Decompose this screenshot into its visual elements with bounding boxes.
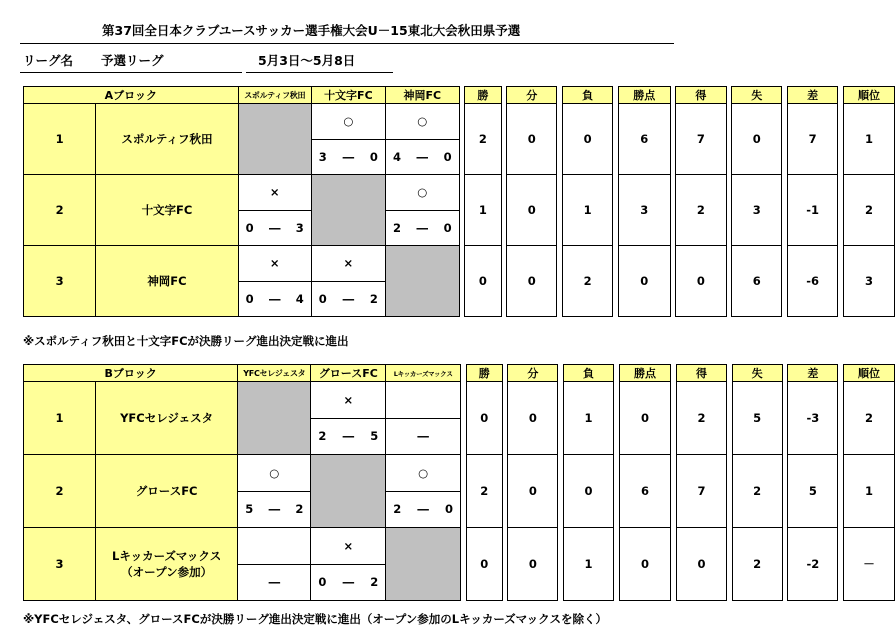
stat-value: 0 [507, 246, 557, 317]
stat-value: 3 [732, 175, 782, 246]
self-match-cell [386, 528, 461, 601]
stat-header: 分 [508, 365, 558, 382]
stat-value: 0 [619, 528, 671, 601]
opponent-header: 十文字FC [311, 87, 385, 104]
result-mark: × [311, 246, 385, 282]
stat-header: 勝点 [619, 365, 671, 382]
score-cell: 0 ― 4 [238, 281, 311, 317]
rank-value: － [844, 528, 895, 601]
stat-value: 0 [564, 455, 614, 528]
stat-value: 0 [508, 455, 558, 528]
team-name: Lキッカーズマックス （オープン参加） [96, 528, 238, 601]
stat-value: 1 [564, 528, 614, 601]
stat-header: 差 [788, 365, 838, 382]
stat-value: -6 [787, 246, 837, 317]
self-match-cell [238, 104, 311, 175]
score-cell: 3 ― 0 [311, 139, 385, 175]
result-mark [238, 528, 311, 565]
title-underline [20, 43, 674, 44]
league-underline [20, 72, 242, 73]
score-cell: ― [238, 564, 311, 601]
stat-value: 2 [677, 382, 727, 455]
stat-value: 2 [465, 104, 501, 175]
result-mark [386, 382, 461, 419]
stat-value: 1 [562, 175, 612, 246]
page-title: 第37回全日本クラブユースサッカー選手権大会U－15東北大会秋田県予選 [102, 23, 521, 38]
stat-value: 0 [507, 175, 557, 246]
stat-value: 2 [562, 246, 612, 317]
stat-value: 2 [732, 528, 782, 601]
block-a-table [23, 86, 895, 317]
stat-value: 0 [732, 104, 782, 175]
row-number: 3 [24, 528, 96, 601]
rank-value: 1 [844, 455, 895, 528]
stat-value: 1 [465, 175, 501, 246]
result-mark: ○ [386, 455, 461, 492]
stat-value: 7 [676, 104, 726, 175]
block-name: Aブロック [24, 87, 239, 104]
stat-header: 失 [732, 365, 782, 382]
result-mark: × [238, 246, 311, 282]
stat-value: 0 [619, 382, 671, 455]
stat-value: 0 [465, 246, 501, 317]
stat-value: 0 [618, 246, 670, 317]
stat-header: 順位 [844, 365, 895, 382]
team-name: YFCセレジェスタ [96, 382, 238, 455]
self-match-cell [311, 455, 386, 528]
league-name: 予選リーグ [101, 53, 164, 68]
stat-value: 0 [466, 382, 502, 455]
score-cell: 5 ― 2 [238, 491, 311, 528]
stat-value: -2 [788, 528, 838, 601]
team-name: 十文字FC [96, 175, 238, 246]
result-mark: × [311, 528, 386, 565]
result-mark: ○ [238, 455, 311, 492]
stat-value: 0 [676, 246, 726, 317]
self-match-cell [238, 382, 311, 455]
score-cell: 2 ― 0 [385, 210, 459, 246]
stat-value: 0 [508, 528, 558, 601]
stat-value: 2 [676, 175, 726, 246]
rank-value: 2 [844, 382, 895, 455]
table-row [24, 455, 895, 492]
team-name: 神岡FC [96, 246, 238, 317]
stat-header: 勝 [466, 365, 502, 382]
opponent-header: 神岡FC [385, 87, 459, 104]
stat-value: 0 [562, 104, 612, 175]
opponent-header: グロースFC [311, 365, 386, 382]
score-cell: 2 ― 0 [386, 491, 461, 528]
block-b-note: ※YFCセレジェスタ、グロースFCが決勝リーグ進出決定戦に進出（オープン参加のLキッカーズマックスを除く） [23, 612, 607, 626]
row-number: 1 [24, 382, 96, 455]
result-mark: × [238, 175, 311, 211]
stat-value: -1 [787, 175, 837, 246]
team-name: グロースFC [96, 455, 238, 528]
stat-value: 0 [466, 528, 502, 601]
row-number: 1 [24, 104, 96, 175]
stat-value: 7 [677, 455, 727, 528]
team-name: スポルティフ秋田 [96, 104, 238, 175]
block-name: Bブロック [24, 365, 238, 382]
score-cell: 0 ― 2 [311, 564, 386, 601]
result-mark: ○ [385, 104, 459, 140]
opponent-header: Lキッカーズマックス [386, 365, 461, 382]
score-cell: 2 ― 5 [311, 418, 386, 455]
stat-header: 得 [677, 365, 727, 382]
stat-value: -3 [788, 382, 838, 455]
result-mark: ○ [311, 104, 385, 140]
stat-value: 1 [564, 382, 614, 455]
table-row [24, 528, 895, 565]
rank-value: 2 [843, 175, 894, 246]
stat-header: 失 [732, 87, 782, 104]
row-number: 2 [24, 455, 96, 528]
table-row [24, 246, 895, 282]
dates-underline [246, 72, 393, 73]
self-match-cell [311, 175, 385, 246]
stat-value: 2 [466, 455, 502, 528]
row-number: 3 [24, 246, 96, 317]
score-cell: 0 ― 2 [311, 281, 385, 317]
stat-header: 分 [507, 87, 557, 104]
stat-header: 勝点 [618, 87, 670, 104]
league-dates: 5月3日～5月8日 [258, 53, 356, 68]
stat-header: 順位 [843, 87, 894, 104]
score-cell: ― [386, 418, 461, 455]
score-cell: 0 ― 3 [238, 210, 311, 246]
stat-value: 5 [788, 455, 838, 528]
rank-value: 1 [843, 104, 894, 175]
stat-value: 0 [677, 528, 727, 601]
stat-value: 2 [732, 455, 782, 528]
table-row [24, 382, 895, 419]
stat-value: 6 [619, 455, 671, 528]
rank-value: 3 [843, 246, 894, 317]
stat-header: 差 [787, 87, 837, 104]
result-mark: × [311, 382, 386, 419]
table-row [24, 104, 895, 140]
stat-value: 6 [732, 246, 782, 317]
stat-header: 負 [562, 87, 612, 104]
score-cell: 4 ― 0 [385, 139, 459, 175]
stat-value: 7 [787, 104, 837, 175]
stat-header: 負 [564, 365, 614, 382]
stat-header: 得 [676, 87, 726, 104]
stat-header: 勝 [465, 87, 501, 104]
result-mark: ○ [385, 175, 459, 211]
stat-value: 5 [732, 382, 782, 455]
opponent-header: スポルティフ秋田 [238, 87, 311, 104]
opponent-header: YFCセレジェスタ [238, 365, 311, 382]
league-label: リーグ名 [23, 53, 74, 68]
stat-value: 0 [507, 104, 557, 175]
table-row [24, 175, 895, 211]
stat-value: 6 [618, 104, 670, 175]
stat-value: 0 [508, 382, 558, 455]
block-a-note: ※スポルティフ秋田と十文字FCが決勝リーグ進出決定戦に進出 [23, 334, 349, 348]
row-number: 2 [24, 175, 96, 246]
stat-value: 3 [618, 175, 670, 246]
block-b-table [23, 364, 895, 601]
self-match-cell [385, 246, 459, 317]
